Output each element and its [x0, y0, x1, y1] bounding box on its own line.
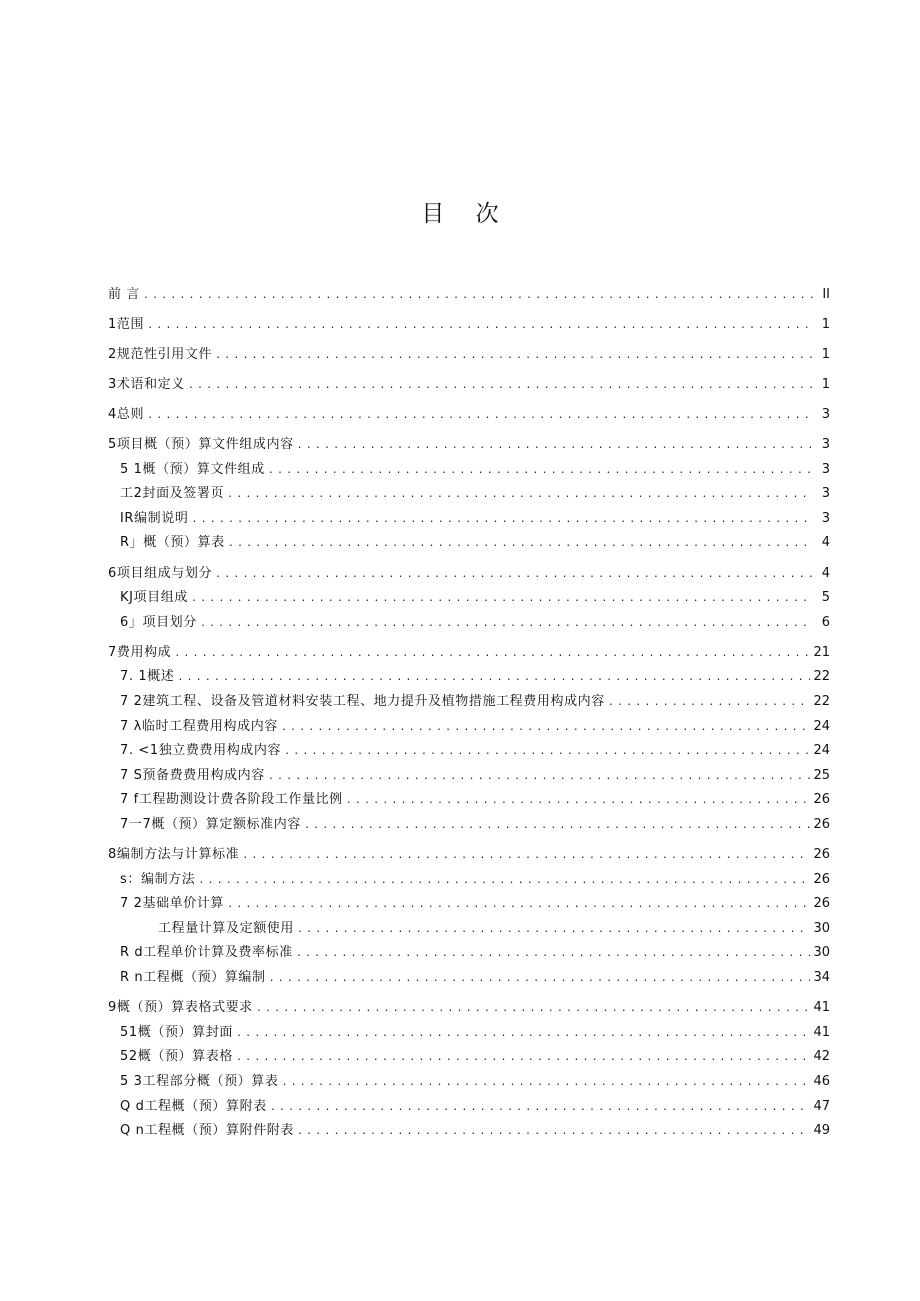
toc-entry[interactable] [108, 398, 830, 423]
toc-entry[interactable] [108, 735, 830, 760]
toc-entry-label: 6」项目划分 [120, 614, 197, 630]
toc-entry-page: 46 [813, 1073, 830, 1089]
toc-entry-page: 47 [813, 1098, 830, 1114]
toc-leader-dots [236, 1027, 811, 1041]
toc-leader-dots [227, 898, 810, 912]
toc-leader-dots [191, 513, 813, 527]
toc-entry[interactable] [108, 278, 830, 303]
toc-entry-page: 30 [813, 920, 830, 936]
toc-leader-dots [281, 1076, 810, 1090]
toc-entry[interactable] [108, 710, 830, 735]
toc-entry-label: 5项目概（预）算文件组成内容 [108, 437, 294, 453]
toc-entry-page: 3 [821, 437, 830, 453]
toc-entry-page: 24 [813, 743, 830, 759]
toc-entry-label: 工2封面及签署页 [120, 486, 225, 502]
toc-entry[interactable] [108, 992, 830, 1017]
toc-leader-dots [227, 488, 813, 502]
toc-leader-dots [242, 849, 810, 863]
toc-entry-page: 42 [813, 1049, 830, 1065]
toc-entry[interactable] [108, 808, 830, 833]
toc-entry-label: 7一7概（预）算定额标准内容 [120, 816, 301, 832]
toc-entry-page: 3 [821, 406, 830, 422]
toc-entry[interactable] [108, 912, 830, 937]
toc-entry-page: 24 [813, 718, 830, 734]
toc-entry-label: s：编制方法 [120, 871, 196, 887]
toc-entry-label: 7 λ临时工程费用构成内容 [120, 718, 278, 734]
toc-entry-label: 7 2基础单价计算 [120, 896, 225, 912]
toc-entry[interactable] [108, 1041, 830, 1066]
toc-entry-label: 6项目组成与划分 [108, 565, 213, 581]
toc-leader-dots [215, 349, 813, 363]
toc-entry[interactable] [108, 685, 830, 710]
toc-entry-page: 22 [813, 669, 830, 685]
toc-entry-label: 4总则 [108, 406, 145, 422]
toc-entry[interactable] [108, 838, 830, 863]
toc-leader-dots [284, 745, 810, 759]
toc-leader-dots [177, 671, 810, 685]
toc-entry-label: 7 S预备费费用构成内容 [120, 767, 265, 783]
toc-entry-page: 21 [813, 644, 830, 660]
toc-leader-dots [147, 319, 813, 333]
toc-leader-dots [268, 770, 811, 784]
toc-entry[interactable] [108, 527, 830, 552]
toc-leader-dots [228, 537, 813, 551]
toc-entry-page: 41 [813, 1024, 830, 1040]
toc-entry-page: 1 [821, 316, 830, 332]
toc-leader-dots [268, 464, 813, 478]
toc-entry[interactable] [108, 338, 830, 363]
toc-leader-dots [236, 1051, 811, 1065]
toc-entry[interactable] [108, 478, 830, 503]
toc-leader-dots [297, 923, 810, 937]
toc-entry-page: II [822, 286, 830, 302]
toc-entry[interactable] [108, 1090, 830, 1115]
toc-leader-dots [304, 819, 811, 833]
toc-entry[interactable] [108, 557, 830, 582]
toc-entry-label: 2规范性引用文件 [108, 346, 213, 362]
toc-entry-page: 3 [821, 510, 830, 526]
toc-entry-label: 9概（预）算表格式要求 [108, 1000, 253, 1016]
toc-entry-page: 26 [813, 816, 830, 832]
toc-entry-label: 3术语和定义 [108, 376, 185, 392]
toc-entry-label: 5 1概（预）算文件组成 [120, 461, 265, 477]
toc-leader-dots [256, 1002, 811, 1016]
toc-entry-page: 5 [821, 590, 830, 606]
toc-entry-page: 3 [821, 461, 830, 477]
toc-entry[interactable] [108, 1115, 830, 1140]
toc-entry[interactable] [108, 606, 830, 631]
toc-leader-dots [297, 439, 813, 453]
toc-entry[interactable] [108, 661, 830, 686]
toc-entry-page: 41 [813, 1000, 830, 1016]
toc-entry-page: 4 [821, 565, 830, 581]
toc-entry-label: IR编制说明 [120, 510, 189, 526]
toc-entry-label: R」概（预）算表 [120, 535, 225, 551]
toc-entry-page: 25 [813, 767, 830, 783]
toc-leader-dots [188, 379, 813, 393]
toc-entry[interactable] [108, 428, 830, 453]
toc-entry-label: Q n工程概（预）算附件附表 [120, 1123, 295, 1139]
toc-leader-dots [198, 874, 810, 888]
toc-entry-label: KJ项目组成 [120, 590, 188, 606]
table-of-contents [108, 278, 830, 1139]
toc-entry-label: Q d工程概（预）算附表 [120, 1098, 267, 1114]
toc-entry[interactable] [108, 308, 830, 333]
toc-leader-dots [296, 947, 811, 961]
toc-entry[interactable] [108, 502, 830, 527]
toc-entry-page: 1 [821, 376, 830, 392]
toc-entry-label: R n工程概（预）算编制 [120, 970, 266, 986]
toc-entry-page: 49 [813, 1123, 830, 1139]
toc-leader-dots [191, 592, 813, 606]
toc-entry[interactable] [108, 582, 830, 607]
toc-entry[interactable] [108, 759, 830, 784]
toc-entry[interactable] [108, 453, 830, 478]
toc-leader-dots [270, 1101, 811, 1115]
toc-entry-page: 4 [821, 535, 830, 551]
toc-entry-page: 26 [813, 896, 830, 912]
toc-entry[interactable] [108, 888, 830, 913]
toc-entry[interactable] [108, 1065, 830, 1090]
toc-entry[interactable] [108, 1016, 830, 1041]
toc-leader-dots [200, 617, 813, 631]
toc-entry-page: 34 [813, 970, 830, 986]
toc-entry-label: 7费用构成 [108, 644, 172, 660]
toc-leader-dots [215, 568, 813, 582]
toc-entry[interactable] [108, 937, 830, 962]
toc-leader-dots [608, 696, 811, 710]
toc-entry-label: 1范围 [108, 316, 145, 332]
toc-entry-page: 6 [821, 614, 830, 630]
toc-title: 目 次 [421, 201, 511, 227]
toc-entry-page: 30 [813, 945, 830, 961]
toc-entry-label: 52概（预）算表格 [120, 1049, 233, 1065]
toc-leader-dots [147, 409, 813, 423]
toc-entry-label: 7. 1概述 [120, 669, 175, 685]
toc-entry-label: 工程量计算及定额使用 [158, 920, 295, 936]
toc-entry-page: 22 [813, 694, 830, 709]
toc-entry-page: 26 [813, 847, 830, 863]
toc-leader-dots [174, 647, 810, 661]
toc-leader-dots [281, 721, 811, 735]
toc-entry-page: 1 [821, 346, 830, 362]
toc-entry-label: 8编制方法与计算标准 [108, 847, 240, 863]
toc-entry[interactable] [108, 368, 830, 393]
toc-entry-page: 26 [813, 871, 830, 887]
toc-entry-label: 前 言 [108, 286, 140, 302]
toc-entry-label: R d工程单价计算及费率标准 [120, 945, 293, 961]
toc-leader-dots [346, 794, 811, 808]
toc-entry-page: 26 [813, 792, 830, 808]
toc-entry-label: 7 f工程勘测设计费各阶段工作量比例 [120, 792, 343, 808]
toc-entry-label: 7. <1独立费费用构成内容 [120, 743, 282, 759]
toc-leader-dots [297, 1125, 810, 1139]
toc-entry[interactable] [108, 863, 830, 888]
toc-entry-label: 5 3工程部分概（预）算表 [120, 1073, 279, 1089]
toc-leader-dots [143, 289, 813, 303]
toc-entry-label: 51概（预）算封面 [120, 1024, 233, 1040]
toc-entry[interactable] [108, 636, 830, 661]
toc-leader-dots [269, 972, 811, 986]
toc-entry-label: 7 2建筑工程、设备及管道材料安装工程、地力提升及植物措施工程费用构成内容 [120, 694, 605, 709]
toc-entry[interactable] [108, 784, 830, 809]
toc-entry-page: 3 [821, 486, 830, 502]
toc-entry[interactable] [108, 961, 830, 986]
